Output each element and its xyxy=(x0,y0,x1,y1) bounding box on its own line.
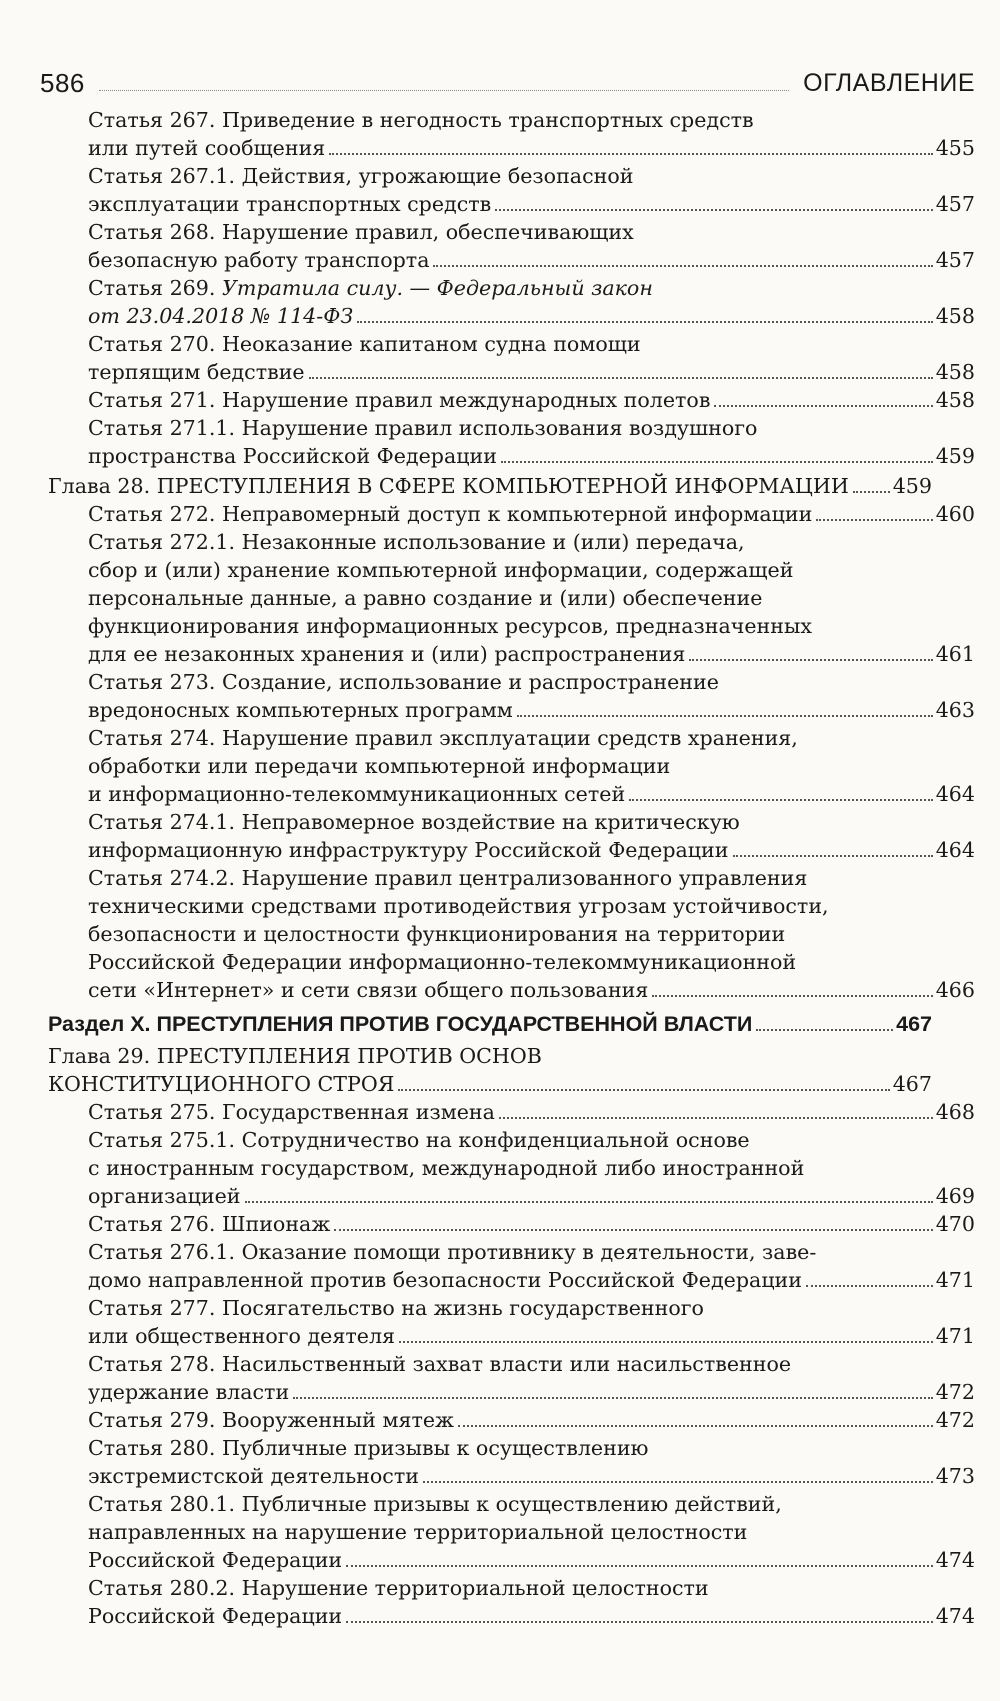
toc-entry-title-line: организацией xyxy=(88,1184,241,1208)
toc-entry-text xyxy=(88,530,745,554)
toc-page-number: 461 xyxy=(935,642,975,666)
dot-leader xyxy=(433,265,932,267)
toc-entry-text xyxy=(88,558,793,582)
toc-page-number: 468 xyxy=(935,1100,975,1124)
dot-leader xyxy=(293,1397,933,1399)
running-title: ОГЛАВЛЕНИЕ xyxy=(803,69,975,97)
dot-leader xyxy=(357,321,933,323)
toc-entry-title-line: Статья 278. Насильственный захват власти или насильственное xyxy=(88,1352,792,1376)
toc-entry-text xyxy=(88,1182,241,1210)
toc-page-number: 464 xyxy=(935,782,975,806)
toc-entry-text xyxy=(48,1010,752,1038)
toc-entry-article xyxy=(0,1490,1000,1574)
toc-entry-text xyxy=(88,640,685,668)
toc-page-number: 458 xyxy=(935,304,975,328)
toc-page-number: 458 xyxy=(935,360,975,384)
toc-entry-text xyxy=(88,780,625,808)
toc-entry-title-line: Статья 280.2. Нарушение территориальной целостности xyxy=(88,1576,709,1600)
toc-entry-text xyxy=(88,922,785,946)
toc-entry-text xyxy=(88,1462,419,1490)
dot-leader xyxy=(689,659,932,661)
toc-page-number: 466 xyxy=(935,978,975,1002)
dot-leader xyxy=(806,1285,933,1287)
toc-page-number: 471 xyxy=(935,1324,975,1348)
toc-entry-title-line: Статья 273. Создание, использование и распространение xyxy=(88,670,719,694)
dot-leader xyxy=(853,491,890,493)
toc-entry-article xyxy=(0,106,1000,162)
toc-entry-title-line: Статья 272.1. Незаконные использование и (или) передача, xyxy=(88,530,745,554)
dot-leader xyxy=(458,1425,933,1427)
toc-entry-article xyxy=(0,414,1000,470)
toc-entry-article xyxy=(0,162,1000,218)
toc-entry-title-line: безопасную работу транспорта xyxy=(88,248,430,272)
toc-entry-title-line: Российской Федерации xyxy=(88,1548,343,1572)
toc-entry-title-line: Статья 268. Нарушение правил, обеспечивающих xyxy=(88,220,634,244)
dot-leader xyxy=(398,1089,889,1091)
toc-page-number: 474 xyxy=(935,1548,975,1572)
toc-entry-text xyxy=(88,1156,804,1180)
toc-entry-article xyxy=(0,1098,1000,1126)
toc-entry-title-line: Глава 28. ПРЕСТУПЛЕНИЯ В СФЕРЕ КОМПЬЮТЕРНОЙ ИНФОРМАЦИИ xyxy=(48,474,849,498)
toc-entry-title-line: удержание власти xyxy=(88,1380,290,1404)
toc-page-number: 458 xyxy=(935,388,975,412)
toc-entry-text xyxy=(88,670,719,694)
toc-entry-text xyxy=(88,810,740,834)
toc-entry-prefix: Статья 269. xyxy=(88,276,222,300)
toc-entry-text xyxy=(88,442,497,470)
toc-page-number: 460 xyxy=(935,502,975,526)
toc-entry-article xyxy=(0,1406,1000,1434)
toc-entry-title-line: экстремистской деятельности xyxy=(88,1464,419,1488)
toc-page-number: 471 xyxy=(935,1268,975,1292)
toc-entry-title-line: Статья 275. Государственная измена xyxy=(88,1100,495,1124)
toc-entry-text xyxy=(88,586,762,610)
toc-entry-text xyxy=(88,950,796,974)
toc-page-number: 473 xyxy=(935,1464,975,1488)
toc-page-number: 464 xyxy=(935,838,975,862)
toc-entry-text xyxy=(88,696,513,724)
toc-page-number: 459 xyxy=(892,474,932,498)
dot-leader xyxy=(309,377,933,379)
toc-entry-text xyxy=(88,754,670,778)
dot-leader xyxy=(423,1481,933,1483)
toc-entry-text xyxy=(48,1044,542,1068)
toc-entry-text xyxy=(88,1546,342,1574)
toc-entry-title-line: Статья 275.1. Сотрудничество на конфиденциальной основе xyxy=(88,1128,750,1152)
toc-entry-article xyxy=(0,1210,1000,1238)
toc-entry-article xyxy=(0,668,1000,724)
dot-leader xyxy=(346,1565,933,1567)
toc-entry-title-line: сети «Интернет» и сети связи общего пользования xyxy=(88,978,649,1002)
toc-entry-article xyxy=(0,386,1000,414)
toc-page-number: 459 xyxy=(935,444,975,468)
toc-entry-article xyxy=(0,500,1000,528)
toc-entry-text xyxy=(88,1576,709,1600)
dot-leader xyxy=(245,1201,933,1203)
toc-entry-text xyxy=(88,976,648,1004)
toc-entry-text xyxy=(88,108,754,132)
toc-entry-text xyxy=(88,246,429,274)
toc-entry-title-line: КОНСТИТУЦИОННОГО СТРОЯ xyxy=(48,1072,395,1096)
toc-entry-title-line: информационную инфраструктуру Российской Федерации xyxy=(88,838,729,862)
toc-entry-title-line: Статья 267.1. Действия, угрожающие безопасной xyxy=(88,164,634,188)
dot-leader xyxy=(334,1229,932,1231)
toc-entry-title-line: и информационно-телекоммуникационных сетей xyxy=(88,782,626,806)
toc-entry-title-line: Статья 280. Публичные призывы к осуществлению xyxy=(88,1436,649,1460)
toc-entry-title-line: Статья 274.2. Нарушение правил централизованного управления xyxy=(88,866,808,890)
dot-leader xyxy=(652,995,932,997)
toc-entry-article xyxy=(0,808,1000,864)
toc-entry-title-line: Статья 279. Вооруженный мятеж xyxy=(88,1408,454,1432)
toc-entry-text xyxy=(88,1322,395,1350)
toc-page-number: 472 xyxy=(935,1408,975,1432)
toc-entry-title-line: от 23.04.2018 № 114-ФЗ xyxy=(88,304,354,328)
toc-entry-title-line: Статья 280.1. Публичные призывы к осуществлению действий, xyxy=(88,1492,782,1516)
dot-leader xyxy=(329,153,932,155)
toc-entry-article xyxy=(0,864,1000,1004)
toc-entry-text xyxy=(88,386,710,414)
toc-entry-text xyxy=(88,358,305,386)
dot-leader xyxy=(733,855,933,857)
table-of-contents xyxy=(0,106,1000,1630)
toc-entry-article xyxy=(0,1126,1000,1210)
toc-entry-title-line: Раздел X. ПРЕСТУПЛЕНИЯ ПРОТИВ ГОСУДАРСТВЕННОЙ ВЛАСТИ xyxy=(48,1012,753,1036)
page-number: 586 xyxy=(40,68,85,98)
toc-page-number: 457 xyxy=(935,248,975,272)
toc-entry-text xyxy=(88,726,798,750)
toc-page-number: 470 xyxy=(935,1212,975,1236)
toc-entry-title-line: Статья 276.1. Оказание помощи противнику в деятельности, заве- xyxy=(88,1240,817,1264)
toc-entry-chapter xyxy=(0,1042,1000,1098)
dot-leader xyxy=(756,1029,893,1031)
toc-entry-text xyxy=(88,500,812,528)
toc-entry-title-line: Статья 274. Нарушение правил эксплуатации средств хранения, xyxy=(88,726,798,750)
header-dotted-rule xyxy=(99,90,789,91)
toc-entry-title-line: терпящим бедствие xyxy=(88,360,305,384)
toc-entry-title-line: пространства Российской Федерации xyxy=(88,444,497,468)
toc-entry-text xyxy=(88,332,641,356)
toc-entry-title-line: Статья 270. Неоказание капитаном судна помощи xyxy=(88,332,641,356)
toc-entry-text xyxy=(88,1266,802,1294)
toc-entry-text xyxy=(48,1070,394,1098)
toc-entry-title-line: персональные данные, а равно создание и (или) обеспечение xyxy=(88,586,763,610)
toc-page-number: 469 xyxy=(935,1184,975,1208)
toc-entry-text xyxy=(88,190,491,218)
toc-entry-title-line: Статья 277. Посягательство на жизнь государственного xyxy=(88,1296,704,1320)
toc-entry-article xyxy=(0,1434,1000,1490)
toc-entry-article xyxy=(0,1294,1000,1350)
toc-entry-title-line: функционирования информационных ресурсов, предназначенных xyxy=(88,614,813,638)
toc-entry-text xyxy=(88,1098,495,1126)
toc-entry-title-line: с иностранным государством, международной либо иностранной xyxy=(88,1156,805,1180)
toc-page-number: 457 xyxy=(935,192,975,216)
toc-page-number: 455 xyxy=(935,136,975,160)
toc-entry-title-line: Утратила силу. — Федеральный закон xyxy=(221,276,653,300)
dot-leader xyxy=(816,519,932,521)
toc-entry-text xyxy=(88,1520,747,1544)
toc-page-number: 474 xyxy=(935,1604,975,1628)
toc-entry-text xyxy=(88,894,829,918)
toc-page-number: 463 xyxy=(935,698,975,722)
toc-page-number: 472 xyxy=(935,1380,975,1404)
dot-leader xyxy=(517,715,933,717)
toc-entry-title-line: Статья 267. Приведение в негодность транспортных средств xyxy=(88,108,754,132)
dot-leader xyxy=(495,209,932,211)
toc-entry-title-line: Статья 271. Нарушение правил международных полетов xyxy=(88,388,711,412)
toc-entry-title-line: Статья 271.1. Нарушение правил использования воздушного xyxy=(88,416,758,440)
toc-entry-text xyxy=(88,836,729,864)
toc-entry-text xyxy=(88,614,812,638)
toc-entry-title-line: Российской Федерации информационно-телекоммуникационной xyxy=(88,950,797,974)
toc-entry-text xyxy=(88,1492,782,1516)
toc-entry-text xyxy=(88,276,653,300)
toc-entry-text xyxy=(88,1352,791,1376)
dot-leader xyxy=(346,1621,933,1623)
toc-entry-title-line: безопасности и целостности функционирования на территории xyxy=(88,922,786,946)
toc-entry-text xyxy=(88,1378,289,1406)
toc-entry-text xyxy=(88,1296,704,1320)
toc-entry-text xyxy=(88,1406,454,1434)
toc-entry-title-line: Российской Федерации xyxy=(88,1604,343,1628)
dot-leader xyxy=(499,1117,933,1119)
toc-entry-article xyxy=(0,274,1000,330)
toc-entry-title-line: сбор и (или) хранение компьютерной информации, содержащей xyxy=(88,558,794,582)
toc-page-number: 467 xyxy=(896,1012,932,1036)
toc-entry-article xyxy=(0,724,1000,808)
toc-entry-title-line: Статья 274.1. Неправомерное воздействие на критическую xyxy=(88,810,740,834)
toc-entry-title-line: техническими средствами противодействия угрозам устойчивости, xyxy=(88,894,829,918)
toc-entry-text xyxy=(88,1210,330,1238)
toc-entry-article xyxy=(0,528,1000,668)
toc-entry-title-line: домо направленной против безопасности Российской Федерации xyxy=(88,1268,803,1292)
toc-entry-text xyxy=(88,302,353,330)
toc-entry-title-line: для ее незаконных хранения и (или) распространения xyxy=(88,642,686,666)
toc-entry-text xyxy=(88,1602,342,1630)
dot-leader xyxy=(629,799,933,801)
toc-entry-article xyxy=(0,218,1000,274)
toc-entry-text xyxy=(88,220,634,244)
toc-entry-text xyxy=(88,1128,750,1152)
dot-leader xyxy=(714,405,932,407)
dot-leader xyxy=(501,461,933,463)
toc-entry-title-line: или путей сообщения xyxy=(88,136,326,160)
toc-entry-title-line: Статья 272. Неправомерный доступ к компьютерной информации xyxy=(88,502,813,526)
dot-leader xyxy=(399,1341,933,1343)
toc-entry-chapter xyxy=(0,472,1000,500)
toc-entry-title-line: Статья 276. Шпионаж xyxy=(88,1212,331,1236)
toc-entry-title-line: обработки или передачи компьютерной информации xyxy=(88,754,671,778)
toc-entry-section xyxy=(0,1010,1000,1038)
toc-entry-text xyxy=(88,866,807,890)
page-header xyxy=(40,58,975,96)
toc-entry-article xyxy=(0,1350,1000,1406)
toc-entry-text xyxy=(88,1240,816,1264)
toc-entry-text xyxy=(88,164,633,188)
toc-entry-title-line: направленных на нарушение территориальной целостности xyxy=(88,1520,748,1544)
toc-page-number: 467 xyxy=(892,1072,932,1096)
toc-entry-article xyxy=(0,1238,1000,1294)
toc-entry-title-line: вредоносных компьютерных программ xyxy=(88,698,513,722)
toc-entry-title-line: или общественного деятеля xyxy=(88,1324,396,1348)
toc-entry-text xyxy=(88,1436,648,1460)
toc-entry-title-line: эксплуатации транспортных средств xyxy=(88,192,492,216)
toc-entry-article xyxy=(0,1574,1000,1630)
toc-entry-title-line: Глава 29. ПРЕСТУПЛЕНИЯ ПРОТИВ ОСНОВ xyxy=(48,1044,542,1068)
toc-entry-text xyxy=(48,472,849,500)
toc-entry-article xyxy=(0,330,1000,386)
toc-entry-text xyxy=(88,416,757,440)
toc-entry-text xyxy=(88,134,325,162)
